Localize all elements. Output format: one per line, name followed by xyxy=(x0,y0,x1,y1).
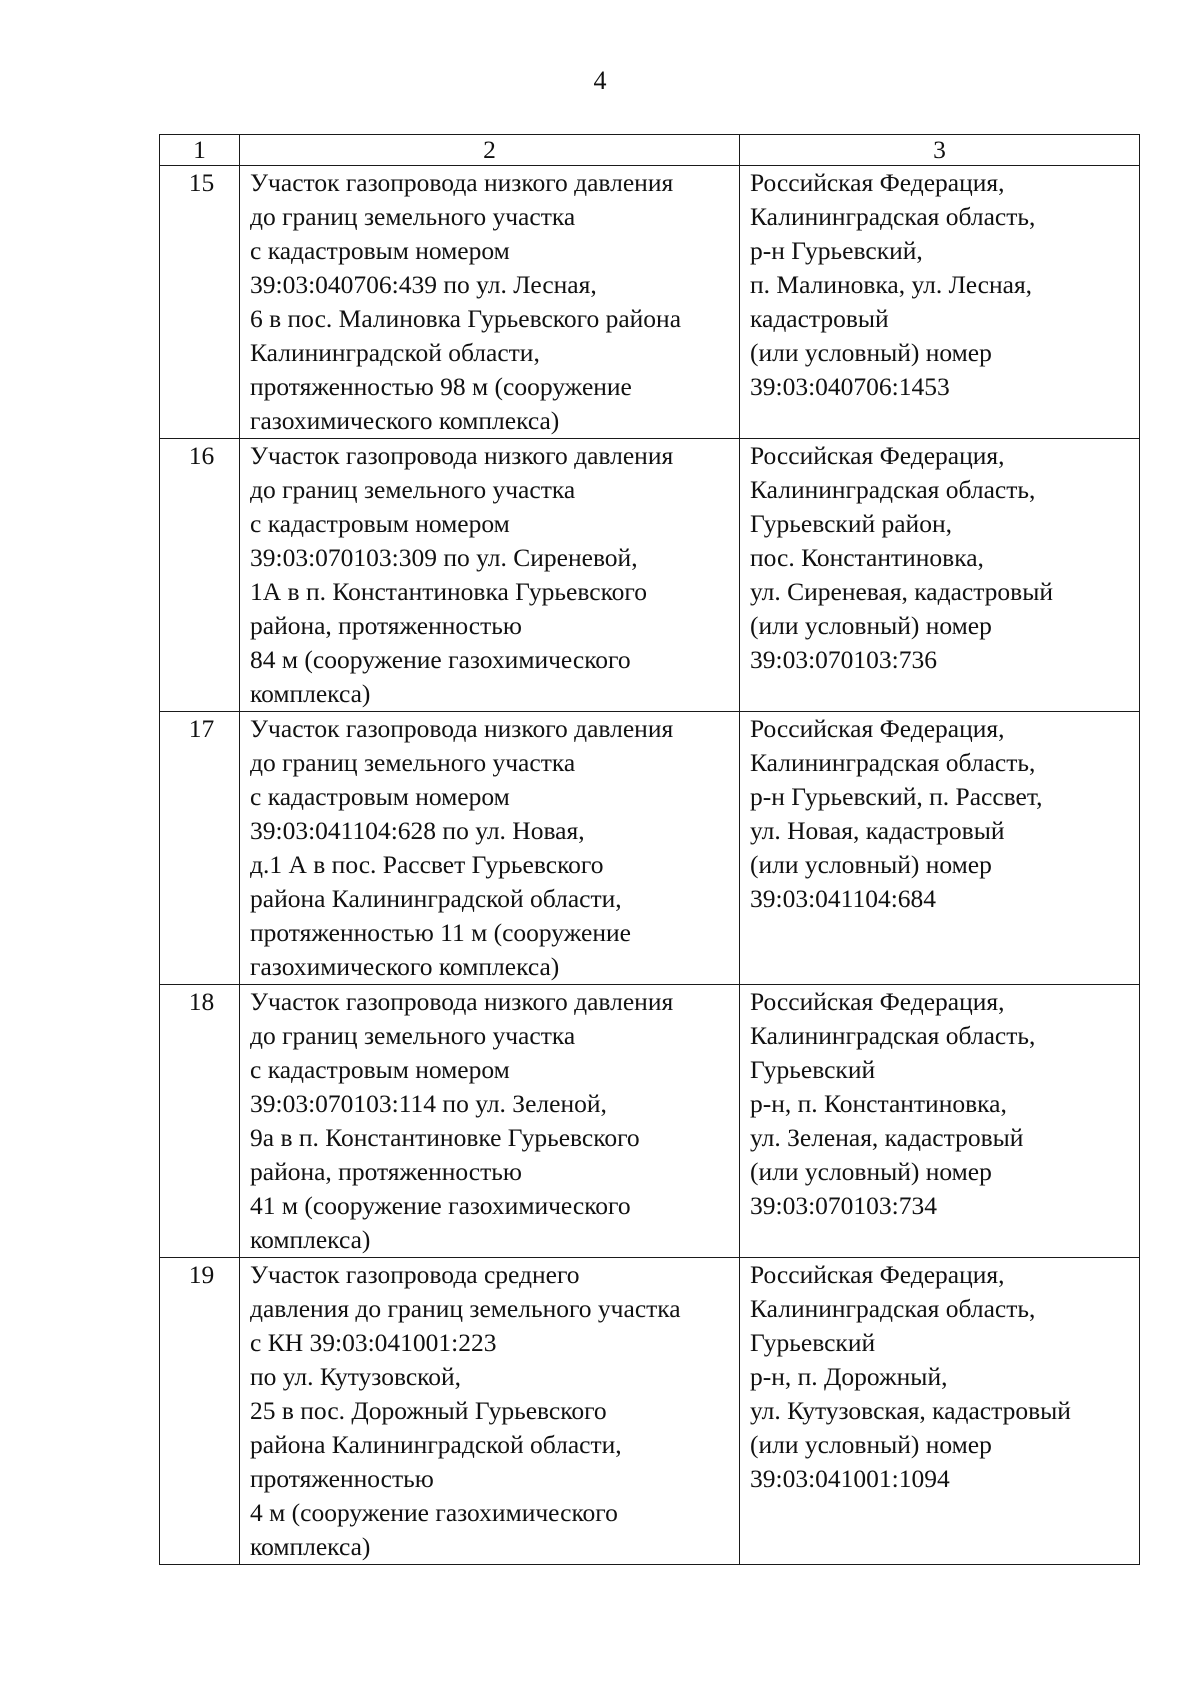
object-description xyxy=(240,712,740,985)
description-line: газохимического комплекса) xyxy=(250,406,560,435)
column-header-3: 3 xyxy=(740,135,1140,166)
column-header-1: 1 xyxy=(160,135,240,166)
description-line: 6 в пос. Малиновка Гурьевского района xyxy=(250,304,682,333)
description-line: района Калининградской области, xyxy=(250,1430,622,1459)
table-row xyxy=(160,166,1140,439)
description-line: Участок газопровода среднего xyxy=(250,1260,580,1289)
address-line: Калининградская область, xyxy=(750,1021,1036,1050)
object-description xyxy=(240,1258,740,1565)
row-number: 17 xyxy=(160,712,240,985)
description-line: до границ земельного участка xyxy=(250,1021,576,1050)
description-line: с кадастровым номером xyxy=(250,1055,510,1084)
property-table xyxy=(159,134,1140,1565)
description-line: Калининградской области, xyxy=(250,338,540,367)
row-number: 18 xyxy=(160,985,240,1258)
address-line: Российская Федерация, xyxy=(750,987,1005,1016)
address-line: 39:03:040706:1453 xyxy=(750,372,950,401)
description-line: 39:03:070103:309 по ул. Сиреневой, xyxy=(250,543,638,572)
row-number: 16 xyxy=(160,439,240,712)
table-header-row xyxy=(160,135,1140,166)
address-line: Гурьевский xyxy=(750,1328,876,1357)
page-number: 4 xyxy=(593,66,607,95)
object-description xyxy=(240,439,740,712)
address-line: 39:03:070103:736 xyxy=(750,645,938,674)
description-line: 39:03:041104:628 по ул. Новая, xyxy=(250,816,585,845)
address-line: Калининградская область, xyxy=(750,475,1036,504)
description-line: по ул. Кутузовской, xyxy=(250,1362,462,1391)
description-line: д.1 А в пос. Рассвет Гурьевского xyxy=(250,850,604,879)
description-line: района Калининградской области, xyxy=(250,884,622,913)
address-line: ул. Зеленая, кадастровый xyxy=(750,1123,1024,1152)
address-line: 39:03:041001:1094 xyxy=(750,1464,950,1493)
object-description xyxy=(240,985,740,1258)
object-address xyxy=(740,712,1140,985)
address-line: Российская Федерация, xyxy=(750,168,1005,197)
description-line: 41 м (сооружение газохимического xyxy=(250,1191,631,1220)
address-line: (или условный) номер xyxy=(750,1430,992,1459)
address-line: (или условный) номер xyxy=(750,338,992,367)
description-line: протяженностью 11 м (сооружение xyxy=(250,918,631,947)
description-line: до границ земельного участка xyxy=(250,475,576,504)
description-line: 9а в п. Константиновке Гурьевского xyxy=(250,1123,640,1152)
object-address xyxy=(740,1258,1140,1565)
description-line: Участок газопровода низкого давления xyxy=(250,441,674,470)
address-line: р-н, п. Константиновка, xyxy=(750,1089,1007,1118)
object-address xyxy=(740,985,1140,1258)
description-line: Участок газопровода низкого давления xyxy=(250,987,674,1016)
description-line: комплекса) xyxy=(250,1225,371,1254)
address-line: Калининградская область, xyxy=(750,202,1036,231)
description-line: комплекса) xyxy=(250,1532,371,1561)
description-line: протяженностью xyxy=(250,1464,434,1493)
description-line: с кадастровым номером xyxy=(250,509,510,538)
address-line: ул. Новая, кадастровый xyxy=(750,816,1005,845)
address-line: Калининградская область, xyxy=(750,748,1036,777)
address-line: (или условный) номер xyxy=(750,611,992,640)
description-line: района, протяженностью xyxy=(250,1157,522,1186)
description-line: с кадастровым номером xyxy=(250,236,510,265)
address-line: Российская Федерация, xyxy=(750,1260,1005,1289)
description-line: до границ земельного участка xyxy=(250,748,576,777)
description-line: 84 м (сооружение газохимического xyxy=(250,645,631,674)
description-line: комплекса) xyxy=(250,679,371,708)
address-line: р-н Гурьевский, xyxy=(750,236,923,265)
description-line: 39:03:040706:439 по ул. Лесная, xyxy=(250,270,597,299)
table-row xyxy=(160,439,1140,712)
address-line: пос. Константиновка, xyxy=(750,543,984,572)
table-row xyxy=(160,712,1140,985)
address-line: Российская Федерация, xyxy=(750,441,1005,470)
object-address xyxy=(740,166,1140,439)
table-body xyxy=(160,166,1140,1565)
description-line: протяженностью 98 м (сооружение xyxy=(250,372,632,401)
description-line: 25 в пос. Дорожный Гурьевского xyxy=(250,1396,607,1425)
address-line: п. Малиновка, ул. Лесная, xyxy=(750,270,1033,299)
address-line: 39:03:070103:734 xyxy=(750,1191,938,1220)
description-line: с КН 39:03:041001:223 xyxy=(250,1328,497,1357)
description-line: до границ земельного участка xyxy=(250,202,576,231)
object-description xyxy=(240,166,740,439)
object-address xyxy=(740,439,1140,712)
address-line: ул. Сиреневая, кадастровый xyxy=(750,577,1053,606)
address-line: кадастровый xyxy=(750,304,889,333)
row-number: 19 xyxy=(160,1258,240,1565)
address-line: (или условный) номер xyxy=(750,850,992,879)
address-line: р-н, п. Дорожный, xyxy=(750,1362,948,1391)
description-line: Участок газопровода низкого давления xyxy=(250,168,674,197)
table-row xyxy=(160,985,1140,1258)
address-line: (или условный) номер xyxy=(750,1157,992,1186)
column-header-2: 2 xyxy=(240,135,740,166)
description-line: Участок газопровода низкого давления xyxy=(250,714,674,743)
address-line: Калининградская область, xyxy=(750,1294,1036,1323)
address-line: Российская Федерация, xyxy=(750,714,1005,743)
row-number: 15 xyxy=(160,166,240,439)
description-line: 4 м (сооружение газохимического xyxy=(250,1498,618,1527)
description-line: 1А в п. Константиновка Гурьевского xyxy=(250,577,647,606)
description-line: 39:03:070103:114 по ул. Зеленой, xyxy=(250,1089,607,1118)
description-line: района, протяженностью xyxy=(250,611,522,640)
description-line: давления до границ земельного участка xyxy=(250,1294,681,1323)
description-line: газохимического комплекса) xyxy=(250,952,560,981)
address-line: 39:03:041104:684 xyxy=(750,884,937,913)
address-line: р-н Гурьевский, п. Рассвет, xyxy=(750,782,1043,811)
address-line: Гурьевский район, xyxy=(750,509,952,538)
table-row xyxy=(160,1258,1140,1565)
address-line: Гурьевский xyxy=(750,1055,876,1084)
address-line: ул. Кутузовская, кадастровый xyxy=(750,1396,1071,1425)
description-line: с кадастровым номером xyxy=(250,782,510,811)
